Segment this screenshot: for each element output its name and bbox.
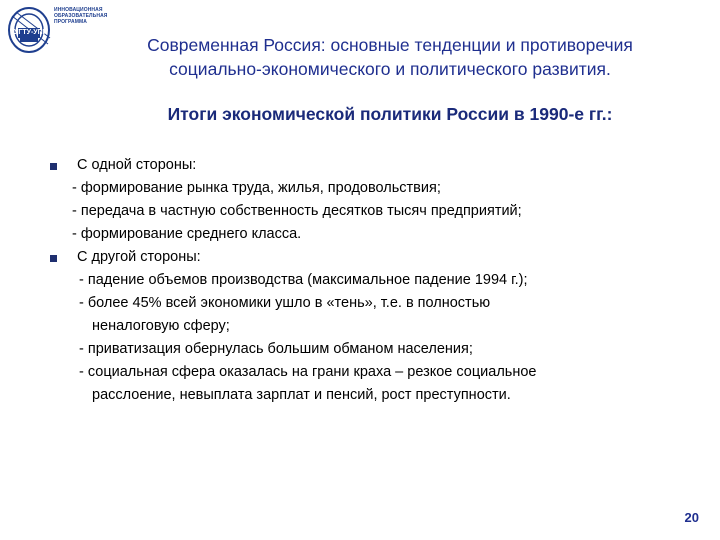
university-logo	[6, 4, 106, 60]
list-item: - формирование рынка труда, жилья, продовольствия;	[72, 180, 441, 196]
list-item: - приватизация обернулась большим обманом населения;	[79, 341, 473, 357]
list-item: - более 45% всей экономики ушло в «тень», т.е. в полностью	[79, 295, 491, 311]
logo-line: ПРОГРАММА	[54, 19, 87, 25]
list-item: - формирование среднего класса.	[72, 226, 302, 242]
list-item: - социальная сфера оказалась на грани краха – резкое социальное	[79, 364, 537, 380]
slide-title	[100, 33, 680, 81]
bullet-square-icon	[50, 255, 57, 262]
bullet-text: С одной стороны:	[77, 157, 197, 173]
list-item: неналоговую сферу;	[92, 318, 230, 334]
logo-badge: УГТУ-УПИ	[14, 29, 48, 36]
bullet-square-icon	[50, 163, 57, 170]
list-item: расслоение, невыплата зарплат и пенсий, рост преступности.	[92, 387, 511, 403]
section-heading: Итоги экономической политики России в 1990-е гг.:	[167, 104, 613, 124]
list-item: - передача в частную собственность десятков тысяч предприятий;	[72, 203, 522, 219]
logo-line: ОБРАЗОВАТЕЛЬНАЯ	[54, 13, 108, 19]
title-line-1: Современная Россия: основные тенденции и противоречия	[147, 35, 633, 55]
list-item: - падение объемов производства (максимальное падение 1994 г.);	[79, 272, 528, 288]
page-number: 20	[684, 510, 699, 525]
title-line-2: социально-экономического и политического развития.	[169, 59, 611, 79]
logo-text	[54, 7, 114, 25]
logo-line: ИННОВАЦИОННАЯ	[54, 7, 103, 13]
bullet-text: С другой стороны:	[77, 249, 201, 265]
